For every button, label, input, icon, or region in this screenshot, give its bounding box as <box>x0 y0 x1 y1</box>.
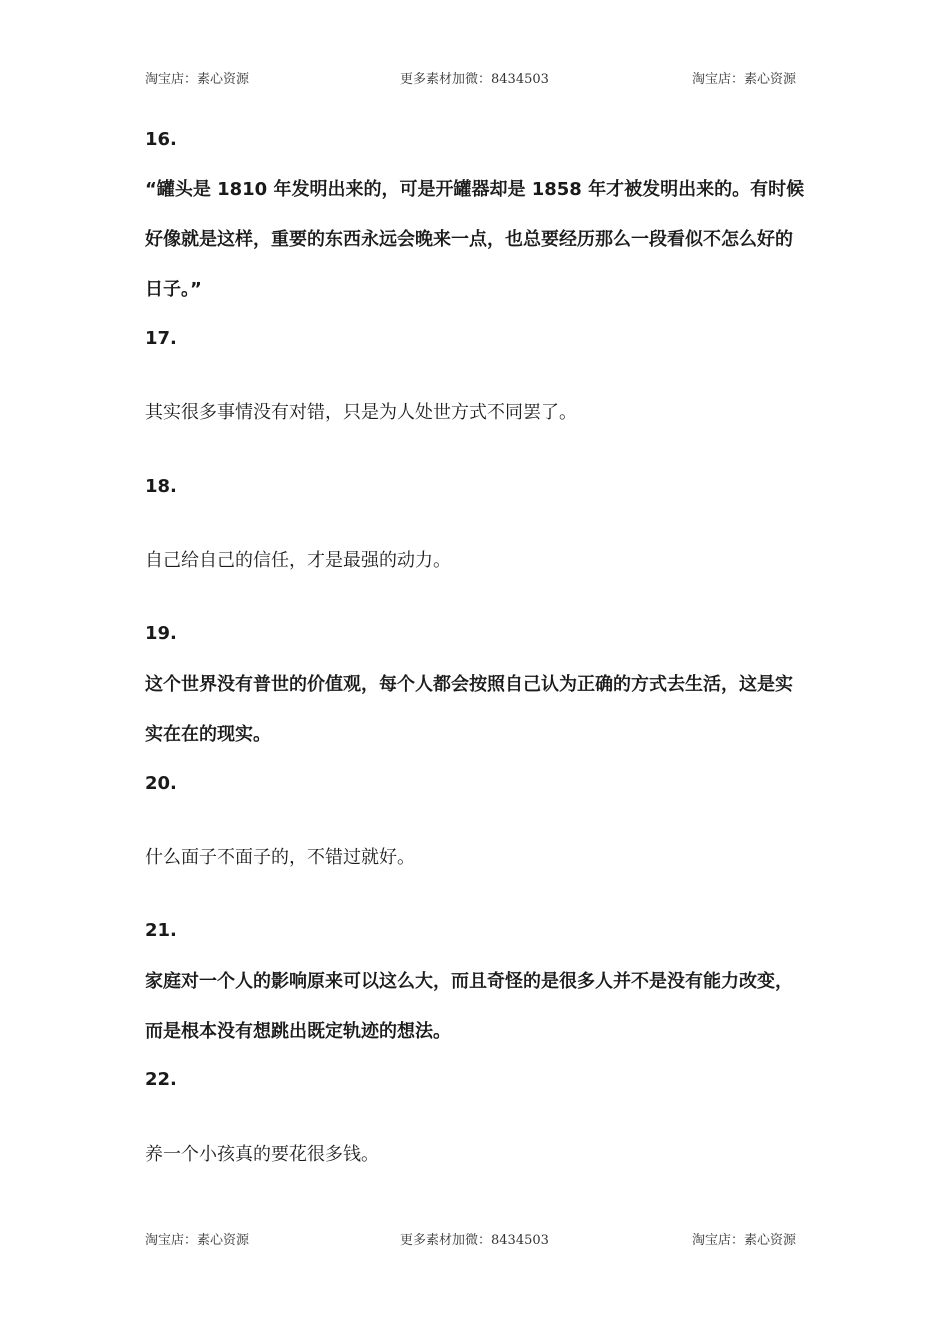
entry-21-text-block <box>145 957 810 1057</box>
entry-22 <box>145 1068 810 1092</box>
entry-text: 家庭对一个人的影响原来可以这么大，而且奇怪的是很多人并不是没有能力改变，而是根本没有想跳出既定轨迹的想法。 <box>145 971 793 1042</box>
entry-18 <box>145 475 810 499</box>
footer-left: 淘宝店：素心资源 <box>145 1233 250 1248</box>
entry-text: 什么面子不面子的，不错过就好。 <box>145 847 415 868</box>
entry-text: “罐头是 1810 年发明出来的，可是开罐器却是 1858 年才被发明出来的。有时候好像就是这样，重要的东西永远会晚来一点，也总要经历那么一段看似不怎么好的日子。” <box>145 179 805 300</box>
entry-text: 其实很多事情没有对错，只是为人处世方式不同罢了。 <box>145 402 577 423</box>
entry-number: 16. <box>145 129 177 150</box>
footer-right: 淘宝店：素心资源 <box>692 1233 797 1248</box>
entry-19 <box>145 622 810 646</box>
entry-16 <box>145 128 810 152</box>
entry-number: 22. <box>145 1069 177 1090</box>
entry-20 <box>145 772 810 796</box>
entry-text: 自己给自己的信任，才是最强的动力。 <box>145 550 451 571</box>
entry-21 <box>145 919 810 943</box>
entry-17-text-block <box>145 388 810 438</box>
entry-text: 养一个小孩真的要花很多钱。 <box>145 1144 379 1165</box>
entry-number: 20. <box>145 773 177 794</box>
entry-22-text-block <box>145 1130 810 1180</box>
entry-18-text-block <box>145 536 810 586</box>
entry-20-text-block <box>145 833 810 883</box>
header-center: 更多素材加微：8434503 <box>400 72 549 87</box>
header-left: 淘宝店：素心资源 <box>145 72 250 87</box>
entry-text: 这个世界没有普世的价值观，每个人都会按照自己认为正确的方式去生活，这是实实在在的现实。 <box>145 674 793 745</box>
entry-number: 17. <box>145 328 177 349</box>
entry-number: 18. <box>145 476 177 497</box>
entry-19-text-block <box>145 660 810 760</box>
entry-number: 19. <box>145 623 177 644</box>
entry-number: 21. <box>145 920 177 941</box>
footer-center: 更多素材加微：8434503 <box>400 1233 549 1248</box>
entry-17 <box>145 327 810 351</box>
entry-16-text-block <box>145 165 810 315</box>
header-right: 淘宝店：素心资源 <box>692 72 797 87</box>
